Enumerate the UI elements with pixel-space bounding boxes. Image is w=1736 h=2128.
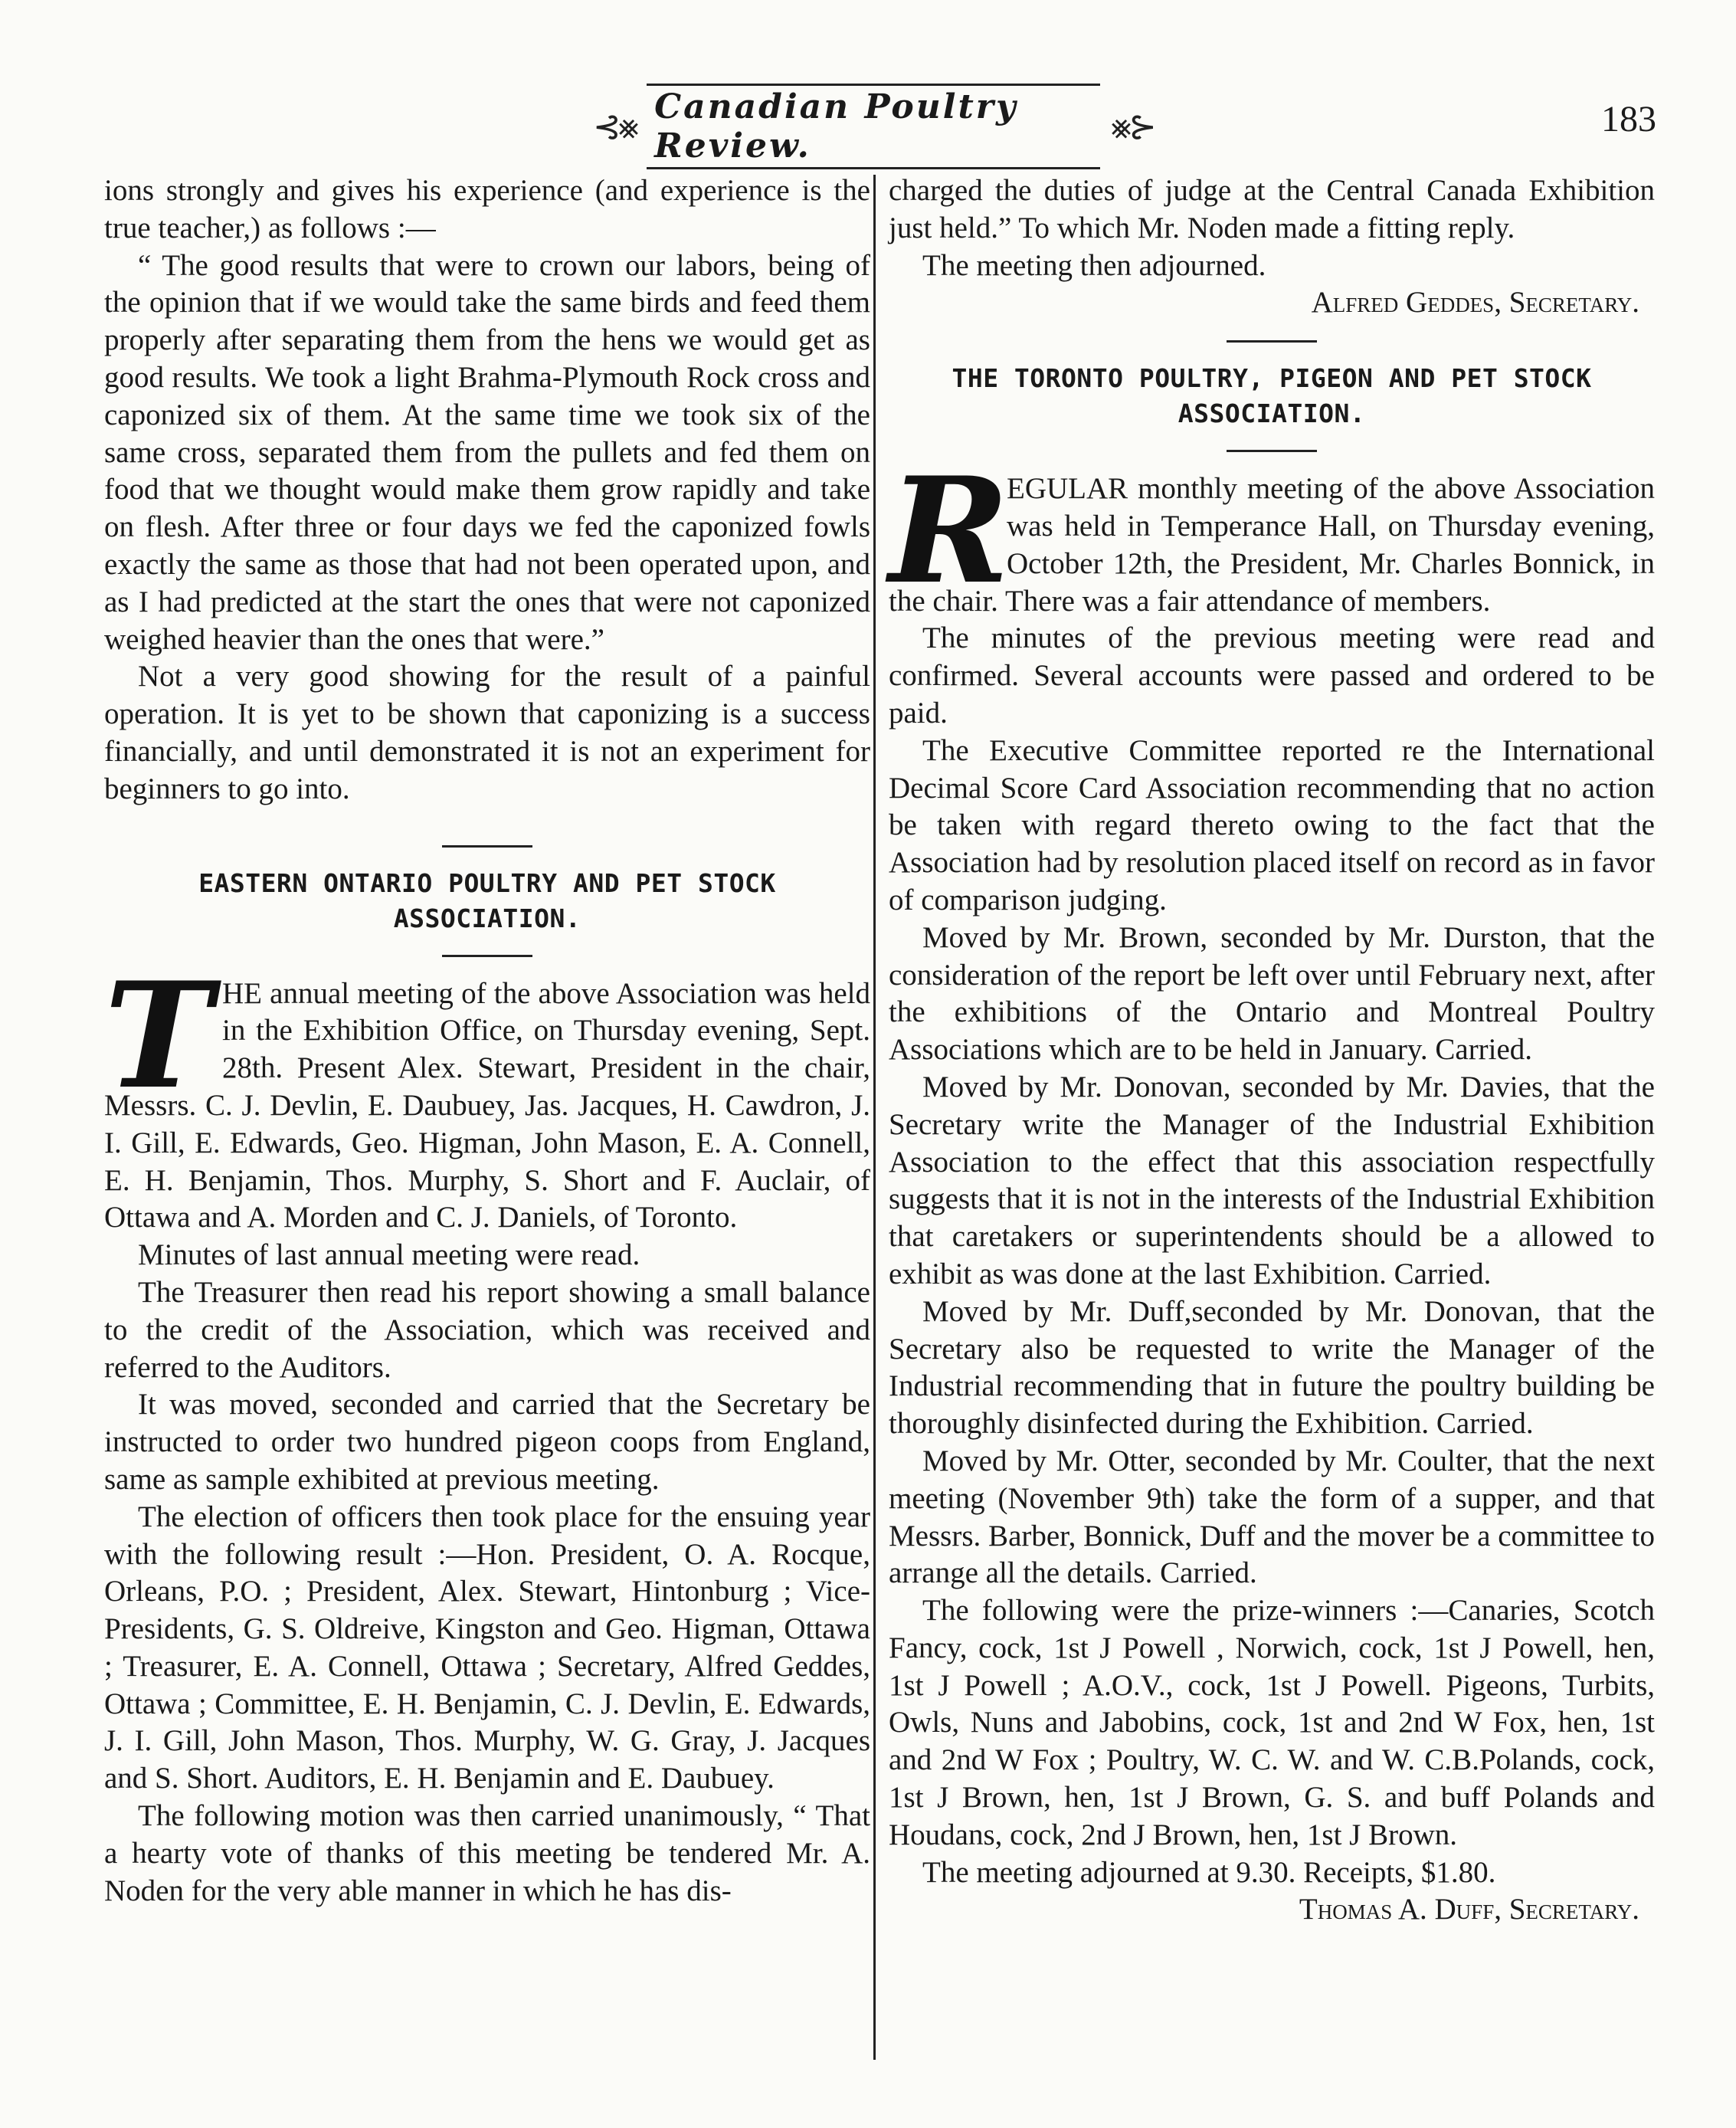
- paragraph-with-dropcap: [889, 445, 1655, 620]
- paragraph: Moved by Mr. Otter, seconded by Mr. Coulter, that the next meeting (November 9th) take the form of a supper, and that Messrs. Barber, Bonnick, Duff and the mover be a committee to arrange all the details. Carried.: [889, 1444, 1655, 1590]
- drop-cap-letter: R: [889, 445, 1010, 617]
- right-column: [889, 172, 1655, 1929]
- paragraph: The following motion was then carried unanimously, “ That a hearty vote of thanks of this meeting be tendered Mr. A. Noden for the very able manner in which he has dis-: [104, 1799, 870, 1907]
- paragraph: Not a very good showing for the result of a painful operation. It is yet to be shown that caponizing is a success financially, and until demonstrated it is not an experiment for beginners to go into.: [104, 660, 870, 805]
- paragraph-text: HE annual meeting of the above Association was held in the Exhibition Office, on Thursday evening, Sept. 28th. Present Alex. Stewart, President in the chair, Messrs. C. J. Devlin, E. Daubuey, Jas. Jacques, H. Cawdron, J. I. Gill, E. Edwards, Geo. Higman, John Mason, E. A. Connell, E. H. Benjamin, Thos. Murphy, S. Short and F. Auclair, of Ottawa and A. Morden and C. J. Daniels, of Toronto.: [104, 976, 870, 1235]
- drop-cap-letter: T: [104, 949, 213, 1121]
- paragraph: The following were the prize-winners :—Canaries, Scotch Fancy, cock, 1st J Powell , Norwich, cock, 1st J Powell, hen, 1st J Powell ; A.O.V., cock, 1st J Powell. Pigeons, Turbits, Owls, Nuns and Jabobins, cock, 1st and 2nd W Fox, hen, 1st and 2nd W Fox ; Poultry, W. C. W. and W. C.B.Polands, cock, 1st J Brown, hen, 1st J Brown, G. S. and buff Polands and Houdans, cock, 2nd J Brown, hen, 1st J Brown.: [889, 1594, 1655, 1851]
- section-rule: [442, 955, 532, 957]
- paragraph-text: EGULAR monthly meeting of the above Association was held in Temperance Hall, on Thursday evening, October 12th, the President, Mr. Charles Bonnick, in the chair. There was a fair attendance of members.: [889, 472, 1655, 618]
- section-heading: THE TORONTO POULTRY, PIGEON AND PET STOCK ASSOCIATION.: [952, 363, 1592, 429]
- paragraph: The meeting then adjourned.: [922, 248, 1266, 282]
- paragraph: Moved by Mr. Brown, seconded by Mr. Durston, that the consideration of the report be left over until February next, after the exhibitions of the Ontario and Montreal Poultry Associations which are to be held in January. Carried.: [889, 920, 1655, 1067]
- section-rule: [442, 845, 532, 848]
- paragraph: Moved by Mr. Duff,seconded by Mr. Donovan, that the Secretary also be requested to write the Manager of the Industrial recommending that in future the poultry building be thoroughly disinfected during the Exhibition. Carried.: [889, 1294, 1655, 1441]
- paragraph: Minutes of last annual meeting were read.: [138, 1238, 640, 1272]
- right-ornament-icon: ⨳⊱: [1110, 107, 1154, 146]
- left-ornament-icon: ⊰⨳: [593, 107, 637, 146]
- paragraph: It was moved, seconded and carried that the Secretary be instructed to order two hundred pigeon coops from England, same as sample exhibited at previous meeting.: [104, 1388, 870, 1496]
- section-rule: [1227, 450, 1317, 452]
- column-divider: [873, 175, 876, 2060]
- paragraph: ions strongly and gives his experience (and experience is the true teacher,) as follows :—: [104, 174, 870, 244]
- section-rule: [1227, 340, 1317, 343]
- paragraph: The Executive Committee reported re the International Decimal Score Card Association recommending that no action be taken with regard thereto owing to the fact that the Association had by resolution placed itself on record as in favor of comparison judging.: [889, 733, 1655, 916]
- paragraph: The election of officers then took place for the ensuing year with the following result :—Hon. President, O. A. Rocque, Orleans, P.O. ; President, Alex. Stewart, Hintonburg ; Vice-Presidents, G. S. Oldreive, Kingston and Geo. Higman, Ottawa ; Treasurer, E. A. Connell, Ottawa ; Secretary, Alfred Geddes, Ottawa ; Committee, E. H. Benjamin, C. J. Devlin, E. Edwards, J. I. Gill, John Mason, Thos. Murphy, W. G. Gray, J. Jacques and S. Short. Auditors, E. H. Benjamin and E. Daubuey.: [104, 1500, 870, 1795]
- publication-title: Canadian Poultry Review.: [647, 84, 1100, 169]
- paragraph: “ The good results that were to crown our labors, being of the opinion that if we would take the same birds and feed them properly after separating them from the hens we would get as good results. We took a light Brahma-Plymouth Rock cross and caponized six of them. At the same time we took six of the same cross, separated them from the pullets and fed them on food that we thought would make them grow rapidly and take on flesh. After three or four days we fed the caponized fowls exactly the same as those that had not been operated upon, and as I had predicted at the start the ones that were not caponized weighed heavier than the ones that were.”: [104, 248, 870, 656]
- paragraph: The meeting adjourned at 9.30. Receipts, $1.80.: [922, 1855, 1496, 1889]
- masthead: [582, 87, 1164, 166]
- paragraph: charged the duties of judge at the Central Canada Exhibition just held.” To which Mr. Noden made a fitting reply.: [889, 174, 1655, 244]
- paragraph: The Treasurer then read his report showing a small balance to the credit of the Association, which was received and referred to the Auditors.: [104, 1275, 870, 1384]
- section-heading: EASTERN ONTARIO POULTRY AND PET STOCK ASSOCIATION.: [198, 867, 776, 933]
- signature: Alfred Geddes, Secretary.: [1311, 286, 1639, 320]
- signature: Thomas A. Duff, Secretary.: [1299, 1893, 1639, 1926]
- page-number: 183: [1601, 99, 1656, 139]
- paragraph-with-dropcap: [104, 949, 870, 1238]
- paragraph: The minutes of the previous meeting were read and confirmed. Several accounts were passed and ordered to be paid.: [889, 621, 1655, 730]
- paragraph: Moved by Mr. Donovan, seconded by Mr. Davies, that the Secretary write the Manager of the Industrial Exhibition Association to the effect that this association respectfully suggests that it is not in the interests of the Industrial Exhibition that caretakers or superintendents should be a allowed to exhibit as was done at the last Exhibition. Carried.: [889, 1070, 1655, 1290]
- left-column: [104, 172, 870, 1910]
